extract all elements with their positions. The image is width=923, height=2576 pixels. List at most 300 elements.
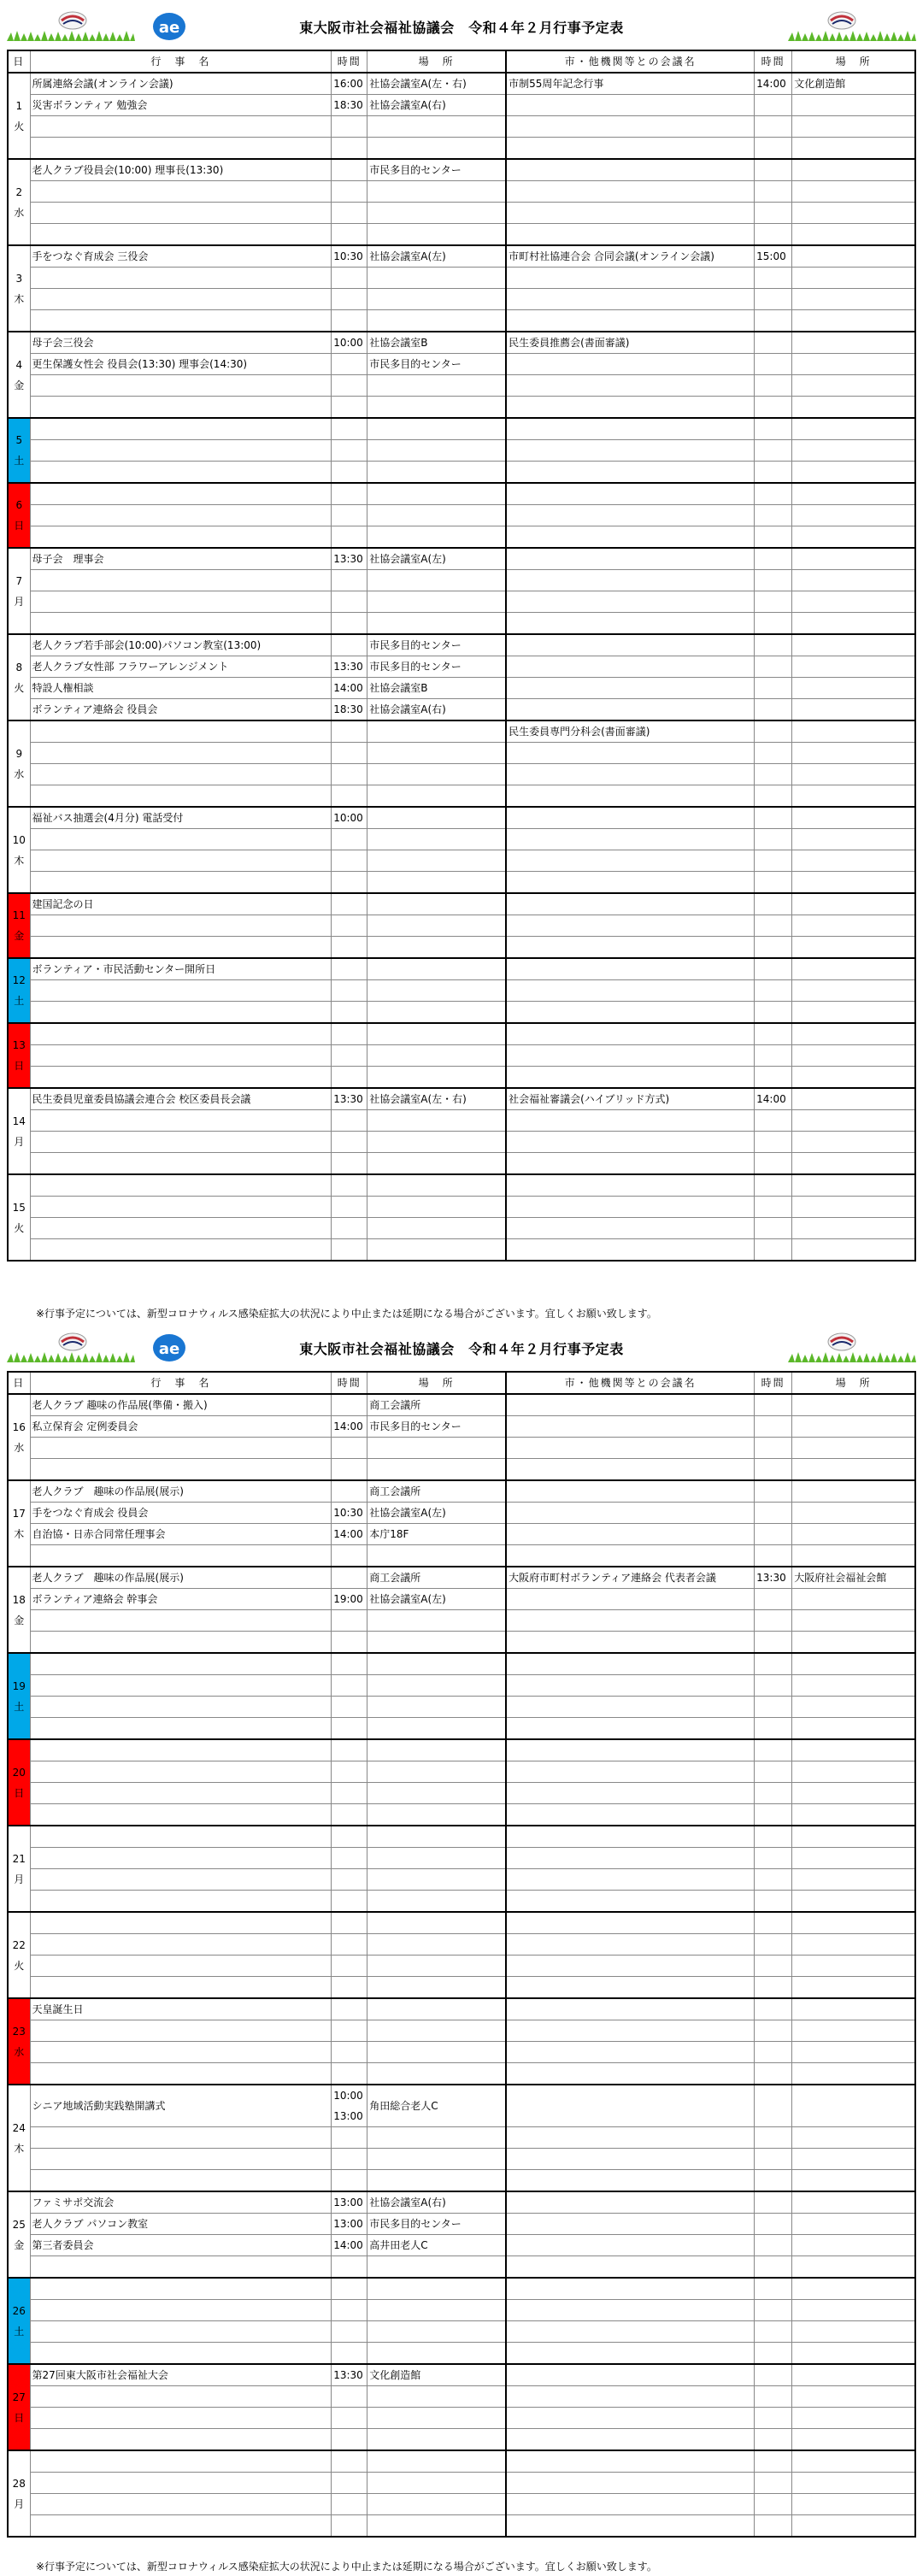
event-time <box>332 1067 367 1089</box>
event-time <box>332 2020 367 2042</box>
column-header-other-place: 場 所 <box>792 1372 915 1394</box>
external-meeting-time <box>755 1174 792 1197</box>
event-name <box>30 1739 332 1761</box>
external-meeting-time <box>755 699 792 721</box>
schedule-row <box>8 1197 915 1218</box>
external-meeting-place <box>792 1132 915 1153</box>
event-time <box>332 1545 367 1567</box>
weekday-label: 金 <box>14 2238 25 2251</box>
external-meeting-time <box>755 850 792 872</box>
schedule-row <box>8 332 915 354</box>
event-time <box>332 505 367 526</box>
event-time: 16:00 <box>332 73 367 95</box>
schedule-row <box>8 613 915 635</box>
weekday-label: 月 <box>14 2497 25 2510</box>
external-meeting-time <box>755 2494 792 2515</box>
schedule-row <box>8 2364 915 2386</box>
external-meeting-place <box>792 138 915 160</box>
schedule-row <box>8 2321 915 2343</box>
schedule-row <box>8 310 915 332</box>
event-place <box>367 440 506 462</box>
day-number: 8 <box>15 661 23 673</box>
external-meeting-time <box>755 1697 792 1718</box>
event-place <box>367 1545 506 1567</box>
external-meeting-name: 市町村社協連合会 合同会議(オンライン会議) <box>506 245 755 268</box>
event-place: 社協会議室A(右) <box>367 699 506 721</box>
external-meeting-time <box>755 1675 792 1697</box>
event-place <box>367 2256 506 2279</box>
external-meeting-place <box>792 1023 915 1045</box>
schedule-row <box>8 1567 915 1589</box>
day-number: 2 <box>15 185 23 198</box>
event-name: 第27回東大阪市社会福祉大会 <box>30 2364 332 2386</box>
external-meeting-place <box>792 1934 915 1956</box>
weekday-label: 日 <box>14 1060 25 1072</box>
event-place <box>367 1783 506 1804</box>
external-meeting-place <box>792 937 915 959</box>
event-name <box>30 1110 332 1132</box>
event-time <box>332 570 367 591</box>
event-place <box>367 850 506 872</box>
external-meeting-time <box>755 1045 792 1067</box>
event-place <box>367 505 506 526</box>
event-time <box>332 1197 367 1218</box>
event-time <box>332 1956 367 1977</box>
event-time <box>332 1394 367 1416</box>
external-meeting-place <box>792 116 915 138</box>
schedule-row <box>8 526 915 549</box>
event-place <box>367 2386 506 2408</box>
column-header-other-event: 市・他機関等との会議名 <box>506 50 755 73</box>
external-meeting-time <box>755 2127 792 2149</box>
schedule-row <box>8 1848 915 1869</box>
external-meeting-time <box>755 354 792 375</box>
event-time: 18:30 <box>332 95 367 116</box>
schedule-row <box>8 1416 915 1438</box>
external-meeting-time: 13:30 <box>755 1567 792 1589</box>
external-meeting-place <box>792 245 915 268</box>
day-number: 19 <box>12 1679 26 1692</box>
event-place: 本庁18F <box>367 1524 506 1545</box>
external-meeting-name <box>506 483 755 505</box>
event-time <box>332 1132 367 1153</box>
external-meeting-place <box>792 203 915 224</box>
external-meeting-place <box>792 2408 915 2429</box>
external-meeting-time <box>755 203 792 224</box>
event-time <box>332 1653 367 1675</box>
day-number: 3 <box>15 272 23 285</box>
external-meeting-name <box>506 2408 755 2429</box>
event-place <box>367 2429 506 2451</box>
schedule-page-2 <box>7 1321 916 2573</box>
external-meeting-place <box>792 720 915 743</box>
event-name: 建国記念の日 <box>30 893 332 915</box>
external-meeting-place <box>792 1174 915 1197</box>
event-name <box>30 1545 332 1567</box>
day-number: 14 <box>12 1115 26 1127</box>
event-name <box>30 2020 332 2042</box>
external-meeting-name <box>506 1023 755 1045</box>
external-meeting-name <box>506 2127 755 2149</box>
external-meeting-name <box>506 2494 755 2515</box>
schedule-row <box>8 1110 915 1132</box>
day-cell <box>8 332 30 418</box>
external-meeting-name <box>506 268 755 289</box>
external-meeting-name <box>506 1675 755 1697</box>
external-meeting-place <box>792 1956 915 1977</box>
event-name <box>30 829 332 850</box>
schedule-row <box>8 720 915 743</box>
event-place: 高井田老人C <box>367 2235 506 2256</box>
event-name <box>30 1218 332 1239</box>
external-meeting-name <box>506 2235 755 2256</box>
schedule-row <box>8 2235 915 2256</box>
external-meeting-place <box>792 1239 915 1262</box>
event-time <box>332 893 367 915</box>
external-meeting-place <box>792 2343 915 2365</box>
event-name <box>30 181 332 203</box>
day-number: 9 <box>15 747 23 760</box>
weekday-label: 火 <box>14 1221 25 1234</box>
schedule-row <box>8 2191 915 2214</box>
external-meeting-time <box>755 1761 792 1783</box>
external-meeting-name <box>506 116 755 138</box>
event-name: 更生保護女性会 役員会(13:30) 理事会(14:30) <box>30 354 332 375</box>
external-meeting-place <box>792 980 915 1002</box>
day-cell <box>8 720 30 807</box>
external-meeting-time <box>755 1912 792 1934</box>
schedule-row <box>8 678 915 699</box>
page-header <box>7 0 916 50</box>
event-place <box>367 1153 506 1175</box>
day-cell <box>8 958 30 1023</box>
event-time <box>332 181 367 203</box>
event-time <box>332 2515 367 2538</box>
event-name <box>30 2063 332 2085</box>
external-meeting-time <box>755 743 792 764</box>
event-place <box>367 375 506 397</box>
column-header-other-place: 場 所 <box>792 50 915 73</box>
external-meeting-time <box>755 1067 792 1089</box>
day-number: 1 <box>15 99 23 112</box>
event-name <box>30 1934 332 1956</box>
day-number: 27 <box>12 2391 26 2403</box>
event-name <box>30 1675 332 1697</box>
event-name <box>30 764 332 785</box>
event-time <box>332 937 367 959</box>
external-meeting-place <box>792 1416 915 1438</box>
external-meeting-name <box>506 1998 755 2020</box>
event-place <box>367 1610 506 1632</box>
external-meeting-place <box>792 678 915 699</box>
schedule-row <box>8 1977 915 1999</box>
event-time: 14:00 <box>332 678 367 699</box>
event-time <box>332 1869 367 1891</box>
external-meeting-name <box>506 1632 755 1654</box>
weekday-label: 火 <box>14 120 25 132</box>
column-header-event: 行 事 名 <box>30 50 332 73</box>
external-meeting-time <box>755 872 792 894</box>
event-time <box>332 1783 367 1804</box>
external-meeting-name <box>506 656 755 678</box>
event-place: 商工会議所 <box>367 1480 506 1503</box>
weekday-label: 月 <box>14 595 25 608</box>
event-name <box>30 2127 332 2149</box>
event-time: 14:00 <box>332 1416 367 1438</box>
external-meeting-name <box>506 980 755 1002</box>
event-name <box>30 440 332 462</box>
event-name: 災害ボランティア 勉強会 <box>30 95 332 116</box>
external-meeting-time <box>755 116 792 138</box>
event-place: 市民多目的センター <box>367 656 506 678</box>
day-number: 25 <box>12 2218 26 2231</box>
event-time: 13:30 <box>332 1088 367 1110</box>
external-meeting-place <box>792 1438 915 1459</box>
event-time <box>332 2408 367 2429</box>
event-place <box>367 1067 506 1089</box>
schedule-row <box>8 1804 915 1826</box>
event-name: 自治協・日赤合同常任理事会 <box>30 1524 332 1545</box>
event-time <box>332 1480 367 1503</box>
external-meeting-time <box>755 2473 792 2494</box>
event-name <box>30 2170 332 2192</box>
external-meeting-time <box>755 2364 792 2386</box>
external-meeting-time <box>755 526 792 549</box>
external-meeting-name <box>506 1153 755 1175</box>
external-meeting-place <box>792 893 915 915</box>
external-meeting-name <box>506 2515 755 2538</box>
external-meeting-name <box>506 1067 755 1089</box>
schedule-row <box>8 397 915 419</box>
event-place <box>367 1891 506 1913</box>
external-meeting-time <box>755 570 792 591</box>
schedule-row <box>8 245 915 268</box>
event-name <box>30 2278 332 2300</box>
event-place: 市民多目的センター <box>367 1416 506 1438</box>
weekday-label: 日 <box>14 520 25 532</box>
event-time: 10:00 <box>332 807 367 829</box>
event-time <box>332 764 367 785</box>
event-place <box>367 720 506 743</box>
day-cell <box>8 1394 30 1480</box>
weekday-label: 火 <box>14 1959 25 1972</box>
external-meeting-time <box>755 1718 792 1740</box>
event-time <box>332 743 367 764</box>
event-time: 13:00 <box>332 2191 367 2214</box>
external-meeting-time <box>755 1459 792 1481</box>
event-time <box>332 1912 367 1934</box>
schedule-row <box>8 2085 915 2127</box>
schedule-row <box>8 743 915 764</box>
external-meeting-name <box>506 1934 755 1956</box>
external-meeting-name <box>506 1869 755 1891</box>
external-meeting-place <box>792 1718 915 1740</box>
schedule-row <box>8 764 915 785</box>
event-name <box>30 1438 332 1459</box>
event-name <box>30 2386 332 2408</box>
external-meeting-time <box>755 2429 792 2451</box>
page-title: 東大阪市社会福祉協議会 令和４年２月行事予定表 <box>299 20 624 36</box>
external-meeting-time <box>755 2450 792 2473</box>
external-meeting-time <box>755 1891 792 1913</box>
external-meeting-name <box>506 1912 755 1934</box>
rugby-ball-icon <box>827 1332 856 1352</box>
header-row <box>8 1372 915 1394</box>
event-time <box>332 2063 367 2085</box>
external-meeting-time <box>755 2063 792 2085</box>
schedule-row <box>8 1045 915 1067</box>
event-place: 社協会議室B <box>367 678 506 699</box>
event-time: 10:30 <box>332 245 367 268</box>
event-place <box>367 526 506 549</box>
external-meeting-name <box>506 505 755 526</box>
external-meeting-time <box>755 2386 792 2408</box>
event-place <box>367 2127 506 2149</box>
event-name <box>30 2343 332 2365</box>
event-time <box>332 958 367 980</box>
event-name: 民生委員児童委員協議会連合会 校区委員長会議 <box>30 1088 332 1110</box>
schedule-row <box>8 2408 915 2429</box>
event-name <box>30 1912 332 1934</box>
event-place: 社協会議室A(左・右) <box>367 73 506 95</box>
event-name <box>30 1459 332 1481</box>
event-name <box>30 1610 332 1632</box>
external-meeting-name <box>506 613 755 635</box>
schedule-table <box>7 50 916 1262</box>
external-meeting-name <box>506 785 755 808</box>
event-name: ファミサポ交流会 <box>30 2191 332 2214</box>
external-meeting-name <box>506 1416 755 1438</box>
external-meeting-time <box>755 1023 792 1045</box>
schedule-row <box>8 1503 915 1524</box>
event-name <box>30 2256 332 2279</box>
external-meeting-place <box>792 872 915 894</box>
event-name <box>30 743 332 764</box>
event-name: 老人クラブ役員会(10:00) 理事長(13:30) <box>30 159 332 181</box>
external-meeting-place <box>792 548 915 570</box>
column-header-place: 場 所 <box>367 1372 506 1394</box>
event-name <box>30 1826 332 1848</box>
event-time: 14:00 <box>332 2235 367 2256</box>
schedule-row <box>8 462 915 484</box>
schedule-row <box>8 785 915 808</box>
event-name <box>30 2408 332 2429</box>
event-name <box>30 1153 332 1175</box>
external-meeting-time <box>755 1416 792 1438</box>
external-meeting-place <box>792 159 915 181</box>
event-name <box>30 1045 332 1067</box>
event-time <box>332 1632 367 1654</box>
column-header-other-time: 時間 <box>755 1372 792 1394</box>
schedule-row <box>8 699 915 721</box>
schedule-row <box>8 1956 915 1977</box>
external-meeting-name <box>506 1480 755 1503</box>
event-name <box>30 1632 332 1654</box>
external-meeting-time <box>755 1869 792 1891</box>
event-place <box>367 1438 506 1459</box>
event-name <box>30 1869 332 1891</box>
external-meeting-place <box>792 375 915 397</box>
event-time <box>332 2278 367 2300</box>
external-meeting-place <box>792 1480 915 1503</box>
event-place <box>367 1826 506 1848</box>
event-place <box>367 462 506 484</box>
external-meeting-place <box>792 2085 915 2127</box>
event-time <box>332 2494 367 2515</box>
event-name <box>30 1848 332 1869</box>
event-place <box>367 2450 506 2473</box>
external-meeting-name <box>506 1977 755 1999</box>
schedule-row <box>8 2256 915 2279</box>
schedule-row <box>8 1697 915 1718</box>
external-meeting-name <box>506 310 755 332</box>
event-place <box>367 1977 506 1999</box>
schedule-row <box>8 656 915 678</box>
schedule-row <box>8 1067 915 1089</box>
external-meeting-place <box>792 2473 915 2494</box>
schedule-row <box>8 2300 915 2321</box>
day-number: 23 <box>12 2025 26 2038</box>
external-meeting-place <box>792 2450 915 2473</box>
external-meeting-place <box>792 95 915 116</box>
external-meeting-place <box>792 1610 915 1632</box>
schedule-row <box>8 181 915 203</box>
weekday-label: 月 <box>14 1873 25 1885</box>
event-name <box>30 2450 332 2473</box>
event-name: ボランティア連絡会 役員会 <box>30 699 332 721</box>
event-time <box>332 289 367 310</box>
event-place <box>367 570 506 591</box>
schedule-row <box>8 2020 915 2042</box>
day-number: 13 <box>12 1039 26 1051</box>
event-time <box>332 203 367 224</box>
event-place <box>367 1110 506 1132</box>
event-time <box>332 1934 367 1956</box>
weekday-label: 水 <box>14 206 25 219</box>
event-place: 社協会議室A(左・右) <box>367 1088 506 1110</box>
event-time <box>332 418 367 440</box>
external-meeting-place <box>792 1697 915 1718</box>
event-time <box>332 720 367 743</box>
event-name <box>30 1956 332 1977</box>
event-time <box>332 785 367 808</box>
external-meeting-name <box>506 699 755 721</box>
weekday-label: 金 <box>14 1614 25 1626</box>
external-meeting-time <box>755 1197 792 1218</box>
event-name <box>30 2429 332 2451</box>
external-meeting-place <box>792 181 915 203</box>
event-time <box>332 2473 367 2494</box>
schedule-row <box>8 1174 915 1197</box>
external-meeting-name <box>506 1524 755 1545</box>
schedule-row <box>8 1218 915 1239</box>
external-meeting-name <box>506 2386 755 2408</box>
external-meeting-place <box>792 1869 915 1891</box>
day-cell <box>8 2450 30 2537</box>
schedule-row <box>8 418 915 440</box>
schedule-row <box>8 1132 915 1153</box>
event-place <box>367 116 506 138</box>
schedule-row <box>8 937 915 959</box>
external-meeting-place <box>792 1804 915 1826</box>
event-time <box>332 1110 367 1132</box>
event-place <box>367 785 506 808</box>
event-time <box>332 375 367 397</box>
external-meeting-name <box>506 462 755 484</box>
schedule-row <box>8 893 915 915</box>
event-place <box>367 1912 506 1934</box>
event-place <box>367 958 506 980</box>
